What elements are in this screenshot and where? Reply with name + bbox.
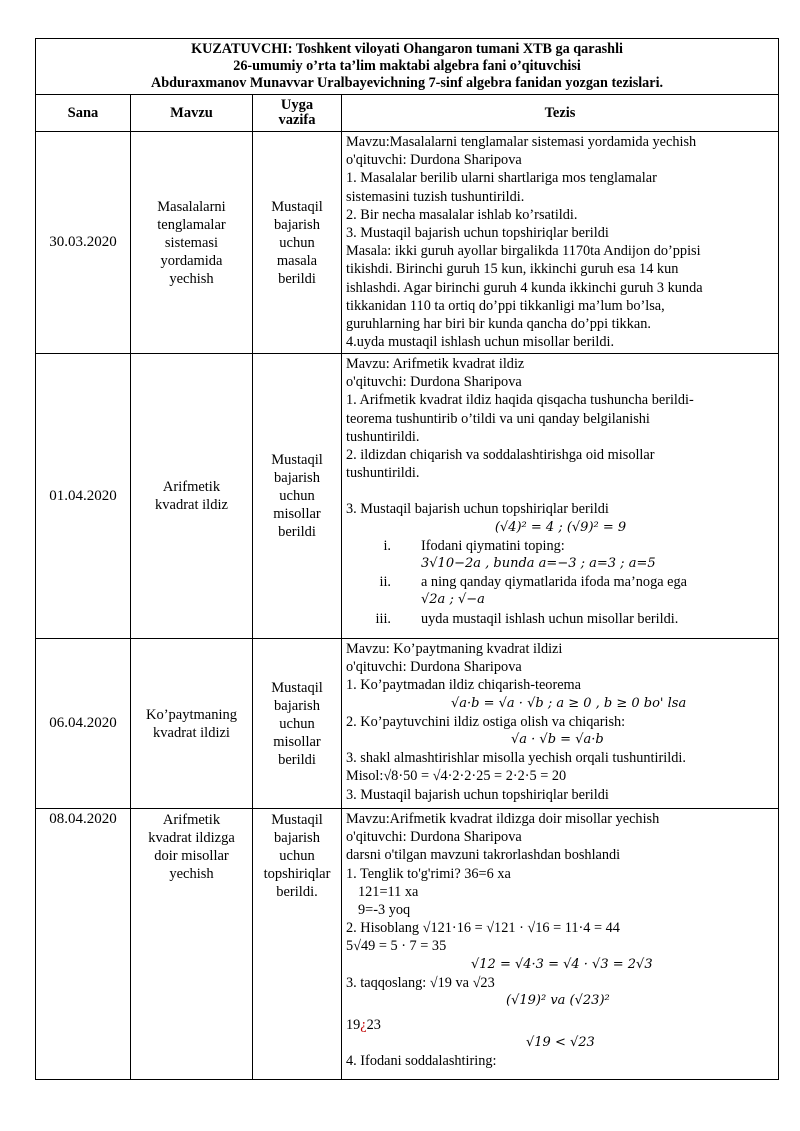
homework-line: uchun (279, 234, 315, 251)
column-header-uyga-vazifa (253, 95, 342, 132)
formula-product-root: √a·b = √a · √b ; a ≥ 0 , b ≥ 0 bo' lsa (451, 695, 687, 711)
tezis-line: 2. ildizdan chiqarish va soddalashtirishga oid misollar (346, 447, 655, 464)
tezis-line: 9=-3 yoq (358, 902, 411, 919)
tezis-line: o'qituvchi: Durdona Sharipova (346, 659, 522, 676)
topic-line: Masalalarni (157, 198, 226, 215)
tezis-line: 5√49 = 5 · 7 = 35 (346, 938, 447, 955)
homework-line: bajarish (274, 216, 320, 233)
tezis-line: 3. Mustaqil bajarish uchun topshiriqlar berildi (346, 501, 609, 518)
topic-line: doir misollar (154, 848, 229, 864)
topic-line: Ko’paytmaning (145, 706, 237, 723)
row-homework (253, 132, 342, 354)
tezis-line: Mavzu:Masalalarni tenglamalar sistemasi yordamida yechish (346, 134, 697, 150)
homework-line: masala (276, 252, 318, 269)
tezis-line: 4.uyda mustaqil ishlash uchun misollar berildi. (346, 334, 615, 351)
tezis-line: 3. taqqoslang: √19 va √23 (346, 974, 495, 991)
list-text: a ning qanday qiymatlarida ifoda ma’noga ega (421, 574, 687, 591)
homework-line: uchun (279, 715, 315, 732)
row-homework (253, 354, 342, 639)
header-line-2: 26-umumiy o’rta ta’lim maktabi algebra fani o’qituvchisi (233, 58, 581, 74)
tezis-line: 4. Ifodani soddalashtiring: (346, 1053, 497, 1070)
row-homework (253, 639, 342, 809)
tezis-line: Misol:√8·50 = √4·2·2·25 = 2·2·5 = 20 (346, 768, 567, 785)
row-topic (131, 354, 253, 639)
tezis-line: Mavzu: Arifmetik kvadrat ildiz (346, 356, 525, 372)
column-header-sana: Sana (36, 95, 131, 132)
tezis-line: 2. Bir necha masalalar ishlab ko’rsatildi. (346, 206, 578, 223)
row-tezis (342, 132, 779, 354)
row-tezis (342, 354, 779, 639)
tezis-line-compare (346, 1016, 775, 1034)
table-row (36, 639, 779, 809)
tezis-line: o'qituvchi: Durdona Sharipova (346, 374, 522, 391)
homework-line: berildi (278, 524, 316, 540)
tezis-line: 3. shakl almashtirishlar misolla yechish orqali tushuntirildi. (346, 750, 686, 767)
row-topic (131, 132, 253, 354)
tezis-line: Mavzu: Ko’paytmaning kvadrat ildizi (346, 641, 563, 657)
tezis-line: guruhlarning har biri bir kunda qancha do’ppi tikkan. (346, 316, 651, 333)
tezis-line: tushuntirildi. (346, 428, 420, 445)
homework-line: bajarish (274, 830, 320, 846)
tezis-line: ishlashdi. Agar birinchi guruh 4 kunda ikkinchi guruh 3 kunda (346, 279, 703, 296)
list-number: i. (383, 537, 391, 554)
homework-line: topshiriqlar (263, 866, 331, 882)
tezis-line: 2. Hisoblang √121·16 = √121 · √16 = 11·4 = 44 (346, 920, 620, 937)
tezis-line: 2. Ko’paytuvchini ildiz ostiga olish va chiqarish: (346, 713, 626, 730)
topic-line: tenglamalar (157, 216, 226, 233)
tezis-line: Mavzu:Arifmetik kvadrat ildizga doir misollar yechish (346, 811, 660, 827)
formula-sqrt-12: √12 = √4·3 = √4 · √3 = 2√3 (471, 956, 653, 972)
homework-line: uchun (279, 488, 315, 504)
list-text: Ifodani qiymatini toping: (421, 537, 565, 554)
tezis-table (35, 38, 779, 1080)
row-date: 30.03.2020 (36, 132, 131, 354)
tezis-line: 3. Mustaqil bajarish uchun topshiriqlar berildi (346, 225, 609, 242)
row-date: 01.04.2020 (36, 354, 131, 639)
tezis-line: tikishdi. Birinchi guruh 15 kun, ikkinchi guruh esa 14 kun (346, 261, 679, 278)
row-tezis (342, 639, 779, 809)
topic-line: kvadrat ildiz (155, 497, 228, 513)
list-item (346, 537, 775, 555)
header-line-1: KUZATUVCHI: Toshkent viloyati Ohangaron tumani XTB ga qarashli (191, 41, 623, 57)
column-header-uyga-line-1: Uyga (280, 97, 314, 113)
header-line-3: Abduraxmanov Munavvar Uralbayevichning 7-sinf algebra fanidan yozgan tezislari. (150, 75, 664, 91)
tezis-line: 1. Arifmetik kvadrat ildiz haqida qisqacha tushuncha berildi- (346, 392, 694, 409)
homework-line: bajarish (274, 697, 320, 714)
row-tezis (342, 809, 779, 1080)
table-row (36, 809, 779, 1080)
tezis-line: o'qituvchi: Durdona Sharipova (346, 152, 522, 169)
homework-line: uchun (279, 848, 315, 864)
topic-line: yechish (169, 270, 214, 287)
column-header-tezis: Tezis (342, 95, 779, 132)
homework-line: Mustaqil (271, 679, 323, 696)
tezis-line: 1. Masalalar berilib ularni shartlariga mos tenglamalar (346, 170, 657, 187)
tezis-line: o'qituvchi: Durdona Sharipova (346, 829, 522, 846)
tezis-line: darsni o'tilgan mavzuni takrorlashdan boshlandi (346, 847, 621, 864)
row-date: 08.04.2020 (36, 809, 131, 1080)
homework-line: berildi (278, 751, 316, 768)
column-header-uyga-line-2: vazifa (278, 112, 316, 128)
formula-compare-result: √19 < √23 (526, 1035, 595, 1051)
formula-root-factor: √a · √b = √a·b (511, 732, 604, 748)
row-homework (253, 809, 342, 1080)
row-topic (131, 639, 253, 809)
topic-line: yechish (169, 866, 214, 882)
table-row (36, 132, 779, 354)
topic-line: yordamida (160, 252, 223, 269)
list-formula: 3√10−2a , bunda a=−3 ; a=3 ; a=5 (421, 556, 656, 572)
homework-line: Mustaqil (271, 198, 323, 215)
list-number: ii. (379, 574, 391, 591)
topic-line: Arifmetik (162, 479, 221, 495)
formula-compare-squares: (√19)² va (√23)² (506, 993, 610, 1009)
homework-line: misollar (273, 506, 321, 522)
tezis-line: 1. Ko’paytmadan ildiz chiqarish-teorema (346, 677, 582, 694)
formula-square-roots: (√4)² = 4 ; (√9)² = 9 (494, 519, 627, 535)
homework-line: berildi (278, 270, 316, 287)
homework-line: bajarish (274, 470, 320, 486)
compare-right: 23 (366, 1017, 381, 1034)
homework-line: Mustaqil (271, 452, 323, 468)
topic-line: kvadrat ildizga (148, 830, 235, 846)
tezis-line: tikkanidan 110 ta ortiq do’ppi tikkanligi ma’lum bo’lsa, (346, 297, 665, 314)
tezis-line: 121=11 xa (358, 883, 419, 900)
row-topic (131, 809, 253, 1080)
list-number: iii. (375, 610, 391, 627)
list-item (346, 573, 775, 591)
homework-line: berildi. (276, 884, 318, 900)
topic-line: sistemasi (164, 234, 219, 251)
homework-line: misollar (273, 733, 321, 750)
row-date: 06.04.2020 (36, 639, 131, 809)
tezis-line: Masala: ikki guruh ayollar birgalikda 1170ta Andijon do’ppisi (346, 243, 701, 260)
compare-left: 19 (346, 1017, 361, 1034)
homework-line: Mustaqil (271, 812, 323, 828)
tezis-line: 3. Mustaqil bajarish uchun topshiriqlar berildi (346, 786, 609, 803)
list-formula: √2a ; √−a (421, 592, 485, 608)
tezis-line: teorema tushuntirib o’tildi va uni qanday belgilanishi (346, 410, 650, 427)
list-text: uyda mustaqil ishlash uchun misollar berildi. (421, 610, 679, 627)
tezis-line: sistemasini tuzish tushuntirildi. (346, 188, 525, 205)
tezis-line: tushuntirildi. (346, 465, 420, 482)
topic-line: Arifmetik (162, 812, 221, 828)
tezis-line: 1. Tenglik to'g'rimi? 36=6 xa (346, 865, 511, 882)
table-row (36, 354, 779, 639)
document-header (36, 39, 779, 95)
list-item (346, 610, 775, 628)
topic-line: kvadrat ildizi (153, 724, 230, 741)
compare-sign: ¿ (360, 1017, 367, 1034)
column-header-mavzu: Mavzu (131, 95, 253, 132)
